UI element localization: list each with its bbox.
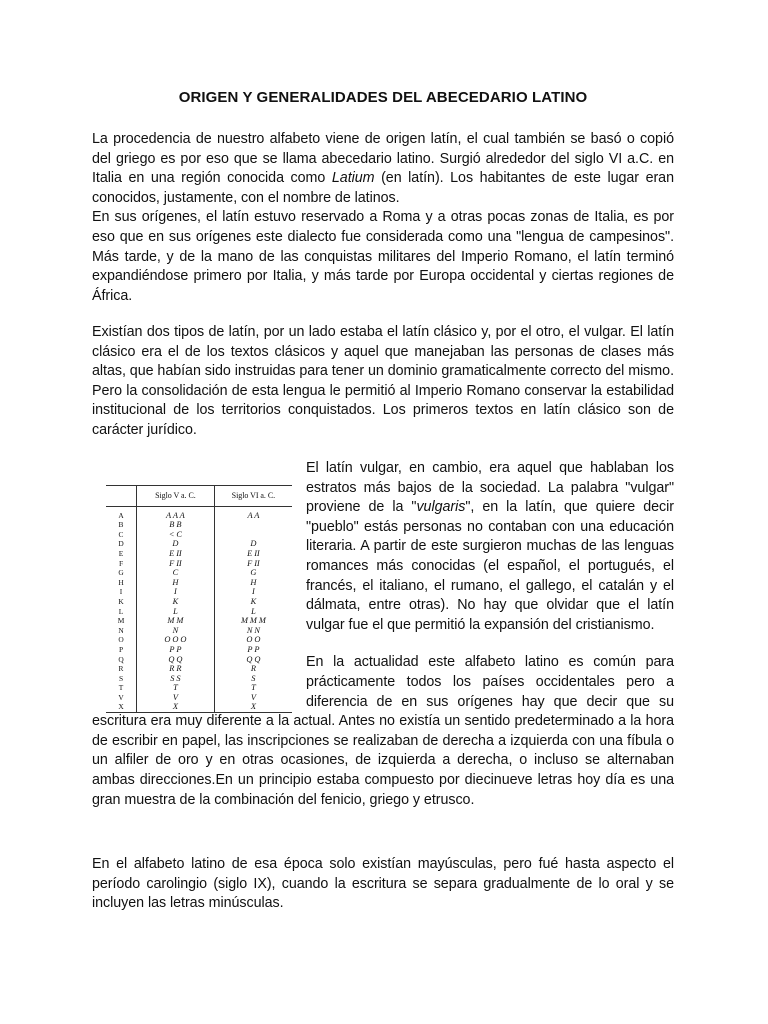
alphabet-glyph-v: C (172, 568, 179, 578)
alphabet-table-body (106, 506, 292, 712)
alphabet-letter: V (118, 692, 124, 702)
paragraph-latin-types: Existían dos tipos de latín, por un lado estaba el latín clásico y, por el otro, el vulgar. El latín clásico era el de los textos clásicos y aquel que manejaban las personas de clases más altas, que habían sido instruidas para tener un dominio gramaticalmente correcto del mismo. Pero la consolidación de esta lengua le permitió al Imperio Romano conservar la estabilidad institucional de los territorios conquistados. Los primeros textos en latín clásico son de carácter jurídico. (92, 324, 674, 438)
alphabet-glyph-vi: X (250, 702, 256, 712)
alphabet-glyph-vi: L (251, 606, 256, 616)
alphabet-glyph-v: H (172, 577, 179, 587)
alphabet-letter: B (118, 520, 124, 530)
alphabet-header-v-century: Siglo V a. C. (137, 486, 215, 507)
alphabet-letter: C (118, 529, 124, 539)
alphabet-glyph-v: Q Q (168, 654, 183, 664)
alphabet-glyph-vi: D (250, 539, 257, 549)
alphabet-letter: X (118, 702, 124, 712)
alphabet-letter: E (118, 548, 124, 558)
alphabet-letter: K (118, 596, 124, 606)
alphabet-glyph-v: D (172, 539, 179, 549)
alphabet-letter: S (118, 673, 124, 683)
paragraph-origin-part2: (en latín). Los habitantes de este lugar eran conocidos, justamente, con el nombre de latinos. (92, 170, 674, 206)
alphabet-glyph-vi: A A (247, 510, 260, 520)
alphabet-glyph-v: T (173, 683, 178, 693)
section-vulgar-latin (92, 459, 674, 810)
alphabet-letter: H (118, 577, 124, 587)
paragraph-origin-part3: En sus orígenes, el latín estuvo reservado a Roma y a otras pocas zonas de Italia, es por eso que en sus orígenes este dialecto fue considerada como una "lengua de campesinos". Más tarde, y de la mano de las conquistas militares del Imperio Romano, el latín terminó expandiéndose primero por Italia, y más tarde por Europa occidental y ciertas regiones de África. (92, 209, 674, 304)
alphabet-glyph-vi: M M M (240, 616, 266, 626)
alphabet-glyph-v: B B (169, 520, 182, 530)
alphabet-glyph-vi: F II (247, 558, 260, 568)
alphabet-letter: Q (118, 654, 124, 664)
alphabet-glyph-vi: E II (247, 548, 260, 558)
alphabet-glyph-v: M M (167, 616, 184, 626)
alphabet-glyph-vi: H (250, 577, 257, 587)
alphabet-column-modern (106, 506, 137, 712)
alphabet-glyph-vi (215, 530, 292, 540)
alphabet-letter: R (118, 664, 124, 674)
vulgaris-term: vulgaris (416, 499, 466, 516)
alphabet-glyph-v: O O O (164, 635, 187, 645)
alphabet-glyph-v: F II (169, 558, 182, 568)
alphabet-letter: A (118, 510, 124, 520)
alphabet-glyph-v: A A A (166, 510, 185, 520)
alphabet-glyph-v: R R (169, 664, 182, 674)
alphabet-letter: T (118, 683, 124, 693)
alphabet-table-header (106, 486, 292, 507)
paragraph-uppercase-lowercase: En el alfabeto latino de esa época solo existían mayúsculas, pero fué hasta aspecto el período carolingio (siglo IX), cuando la escritura se separa gradualmente de lo oral y se incluyen las letras minúsculas. (92, 856, 674, 912)
alphabet-header-vi-century: Siglo VI a. C. (214, 486, 292, 507)
alphabet-glyph-vi: O O (246, 635, 261, 645)
paragraph-origin (92, 130, 674, 306)
alphabet-glyph-v: V (172, 692, 178, 702)
alphabet-glyph-vi: N N (246, 625, 260, 635)
paragraph-vulgar-part1: El latín (306, 460, 361, 476)
latium-term: Latium (331, 170, 375, 187)
alphabet-letter: O (118, 635, 124, 645)
alphabet-letter: G (118, 568, 124, 578)
alphabet-glyph-v: L (173, 606, 178, 616)
paragraph-origin-part1: La procedencia de nuestro alfabeto viene de origen latín, el cual también se basó o copió del griego es por eso que se llama abecedario latino. Surgió alrededor del siglo VI a.C. en Italia en una región conocida como (92, 131, 674, 187)
alphabet-glyph-vi: K (250, 596, 257, 606)
document-title: ORIGEN Y GENERALIDADES DEL ABECEDARIO LATINO (178, 89, 588, 106)
alphabet-letter: F (118, 558, 124, 568)
alphabet-column-vi-century (214, 506, 292, 712)
alphabet-letter: I (119, 587, 123, 597)
alphabet-glyph-v: < C (168, 529, 182, 539)
alphabet-header-letter (106, 486, 137, 507)
paragraph-current-alphabet: En la actualidad este alfabeto latino es común para prácticamente todos los países occidentales pero a diferencia de en sus orígenes hay que decir que su escritura era muy diferente a la actual. Antes no existía un sentido predeterminado a la hora de escribir en papel, las inscripciones se realizaban de derecha a izquierda con una fíbula o un alfiler de oro y en otras ocasiones, de izquierda a derecha, o incluso se alternaban ambas direcciones.En un principio estaba compuesto por diecinueve letras hoy día es una gran muestra de la combinación del fenicio, griego y etrusco. (92, 654, 674, 808)
alphabet-glyph-vi: R (250, 664, 256, 674)
alphabet-glyph-v: I (174, 587, 177, 597)
alphabet-glyph-vi: I (252, 587, 255, 597)
alphabet-glyph-vi: V (250, 692, 256, 702)
alphabet-glyph-vi: T (251, 683, 256, 693)
alphabet-glyph-v: N (172, 625, 179, 635)
alphabet-glyph-vi: P P (247, 644, 260, 654)
alphabet-glyph-v: S S (170, 673, 181, 683)
alphabet-letter: P (118, 644, 124, 654)
alphabet-letter: M (117, 616, 125, 626)
alphabet-glyph-vi: S (251, 673, 256, 683)
alphabet-glyph-v: K (172, 596, 179, 606)
alphabet-glyph-vi: Q Q (246, 654, 261, 664)
alphabet-glyph-v: X (172, 702, 178, 712)
alphabet-table (106, 485, 292, 713)
alphabet-glyph-vi (215, 520, 292, 530)
alphabet-letter: N (118, 625, 124, 635)
alphabet-glyph-v: E II (169, 548, 182, 558)
alphabet-letter: L (118, 606, 124, 616)
alphabet-figure (106, 485, 292, 712)
alphabet-column-v-century (137, 506, 215, 712)
alphabet-glyph-v: P P (169, 644, 182, 654)
paragraph-vulgar-part3: ", en la latín, que quiere decir "pueblo" estás personas no contaban con una educación literaria. A partir de este surgieron muchas de las lenguas romances más conocidas (el español, el portugués, el francés, el italiano, el rumano, el gallego, el catalán y el dálmata, entre otras). No hay que olvidar que el latín vulgar fue el que permitió la expansión del cristianismo. (306, 499, 674, 633)
paragraph-vulgar-part2: , en cambio, era aquel que hablaban los estratos más bajos de la sociedad. La palabra "vulgar" proviene de la " (306, 460, 674, 516)
alphabet-letter: D (118, 539, 124, 549)
alphabet-glyph-vi: G (250, 568, 257, 578)
vulgar-term: vulgar (360, 460, 398, 476)
